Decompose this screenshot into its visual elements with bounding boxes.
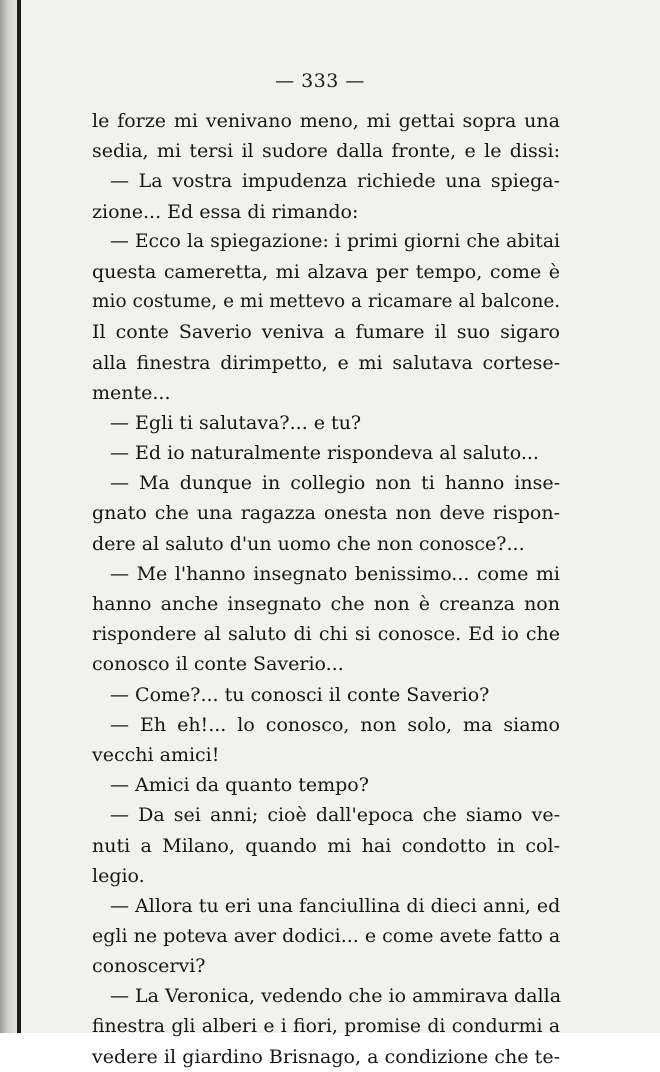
- text-line: egli ne poteva aver dodici... e come avete fatto a: [92, 925, 561, 948]
- text-line: — Da sei anni; cioè dall'epoca che siamo ve-: [110, 804, 560, 827]
- text-line: nuti a Milano, quando mi hai condotto in col-: [92, 834, 560, 857]
- text-line: — Ed io naturalmente rispondeva al saluto...: [110, 442, 539, 465]
- text-line: vecchi amici!: [92, 743, 220, 766]
- text-line: vedere il giardino Brisnago, a condizione che te-: [92, 1045, 560, 1068]
- text-line: — Allora tu eri una fanciullina di dieci anni, ed: [110, 894, 561, 917]
- text-line: mente...: [92, 381, 171, 404]
- text-line: mio costume, e mi mettevo a ricamare al balcone.: [92, 291, 561, 313]
- text-line: sedia, mi tersi il sudore dalla fronte, e le dissi:: [92, 140, 560, 163]
- text-line: Il conte Saverio veniva a fumare il suo sigaro: [92, 321, 560, 344]
- text-line: rispondere al saluto di chi si conosce. Ed io che: [92, 623, 560, 646]
- binding-edge: [17, 0, 21, 1033]
- text-line: hanno anche insegnato che non è creanza non: [92, 593, 560, 615]
- text-line: zione... Ed essa di rimando:: [92, 200, 359, 223]
- text-line: legio.: [92, 864, 145, 887]
- text-line: — Ma dunque in collegio non ti hanno inse-: [110, 472, 560, 495]
- body-text: [92, 106, 560, 1072]
- text-line: — Me l'hanno insegnato benissimo... come mi: [110, 562, 560, 585]
- text-line: — Come?... tu conosci il conte Saverio?: [110, 683, 490, 706]
- text-line: dere al saluto d'un uomo che non conosce?...: [92, 532, 525, 555]
- text-line: — Egli ti salutava?... e tu?: [110, 411, 362, 434]
- page-number: — 333 —: [275, 70, 365, 92]
- text-line: — Eh eh!... lo conosco, non solo, ma siamo: [110, 713, 560, 736]
- text-line: — Amici da quanto tempo?: [110, 774, 369, 797]
- text-line: alla finestra dirimpetto, e mi salutava cortese-: [92, 351, 560, 374]
- text-line: — Ecco la spiegazione: i primi giorni che abitai: [110, 230, 560, 252]
- text-line: conoscervi?: [92, 955, 206, 978]
- text-line: — La vostra impudenza richiede una spiega-: [110, 170, 560, 193]
- text-line: questa cameretta, mi alzava per tempo, come è: [92, 260, 560, 283]
- text-line: conosco il conte Saverio...: [92, 653, 344, 676]
- text-line: — La Veronica, vedendo che io ammirava dalla: [110, 985, 562, 1008]
- text-line: le forze mi venivano meno, mi gettai sopra una: [92, 110, 560, 132]
- text-line: gnato che una ragazza onesta non deve rispon-: [92, 502, 560, 525]
- text-line: finestra gli alberi e i fiori, promise di condurmi a: [92, 1015, 560, 1037]
